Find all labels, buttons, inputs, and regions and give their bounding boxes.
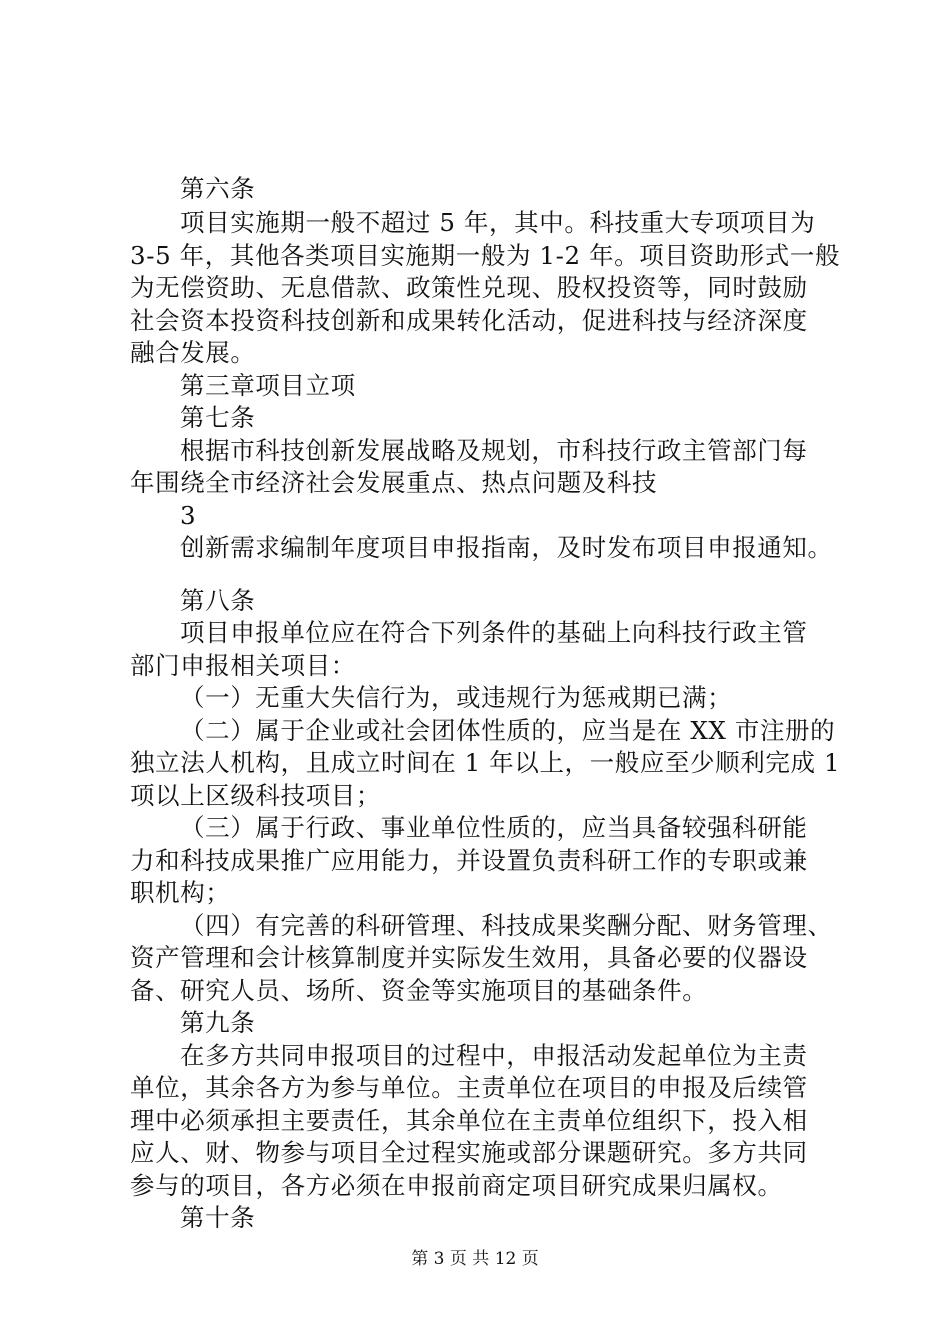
article-7-heading: 第七条: [180, 403, 256, 432]
list-item: （二）属于企业或社会团体性质的，应当是在 XX 市注册的: [180, 716, 836, 745]
page-footer: 第 3 页 共 12 页: [411, 1249, 539, 1269]
paragraph-line: 资产管理和会计核算制度并实际发生效用，具备必要的仪器设: [130, 943, 808, 972]
paragraph-line: 职机构；: [130, 878, 231, 907]
paragraph-line: 项以上区级科技项目；: [130, 781, 381, 810]
article-10-heading: 第十条: [180, 1203, 256, 1232]
article-6-heading: 第六条: [180, 174, 256, 203]
paragraph-line: 理中必须承担主要责任，其余单位在主责单位组织下，投入相: [130, 1106, 808, 1135]
paragraph-line: 力和科技成果推广应用能力，并设置负责科研工作的专职或兼: [130, 846, 808, 875]
paragraph-line: 应人、财、物参与项目全过程实施或部分课题研究。多方共同: [130, 1138, 808, 1167]
paragraph-line: 为无偿资助、无息借款、政策性兑现、股权投资等，同时鼓励: [130, 273, 808, 302]
list-item: （三）属于行政、事业单位性质的，应当具备较强科研能: [180, 813, 808, 842]
list-item: （一）无重大失信行为，或违规行为惩戒期已满；: [180, 683, 733, 712]
page-marker: 3: [180, 501, 197, 530]
paragraph-line: 社会资本投资科技创新和成果转化活动，促进科技与经济深度: [130, 306, 808, 335]
chapter-3-heading: 第三章项目立项: [180, 371, 356, 400]
paragraph-line: 年围绕全市经济社会发展重点、热点问题及科技: [130, 468, 658, 497]
paragraph-line: 在多方共同申报项目的过程中，申报活动发起单位为主责: [180, 1041, 808, 1070]
article-9-heading: 第九条: [180, 1008, 256, 1037]
paragraph-line: 参与的项目，各方必须在申报前商定项目研究成果归属权。: [130, 1171, 783, 1200]
paragraph-line: 创新需求编制年度项目申报指南，及时发布项目申报通知。: [180, 533, 833, 562]
paragraph-line: 备、研究人员、场所、资金等实施项目的基础条件。: [130, 976, 708, 1005]
paragraph-line: 融合发展。: [130, 338, 256, 367]
paragraph-line: 独立法人机构，且成立时间在 1 年以上，一般应至少顺利完成 1: [130, 748, 841, 777]
paragraph-line: 项目实施期一般不超过 5 年，其中。科技重大专项项目为: [180, 208, 816, 237]
paragraph-line: 3-5 年，其他各类项目实施期一般为 1-2 年。项目资助形式一般: [130, 241, 841, 270]
paragraph-line: 项目申报单位应在符合下列条件的基础上向科技行政主管: [180, 618, 808, 647]
paragraph-line: 部门申报相关项目：: [130, 651, 356, 680]
paragraph-line: 单位，其余各方为参与单位。主责单位在项目的申报及后续管: [130, 1073, 808, 1102]
article-8-heading: 第八条: [180, 586, 256, 615]
list-item: （四）有完善的科研管理、科技成果奖酬分配、财务管理、: [180, 911, 833, 940]
paragraph-line: 根据市科技创新发展战略及规划，市科技行政主管部门每: [180, 436, 808, 465]
